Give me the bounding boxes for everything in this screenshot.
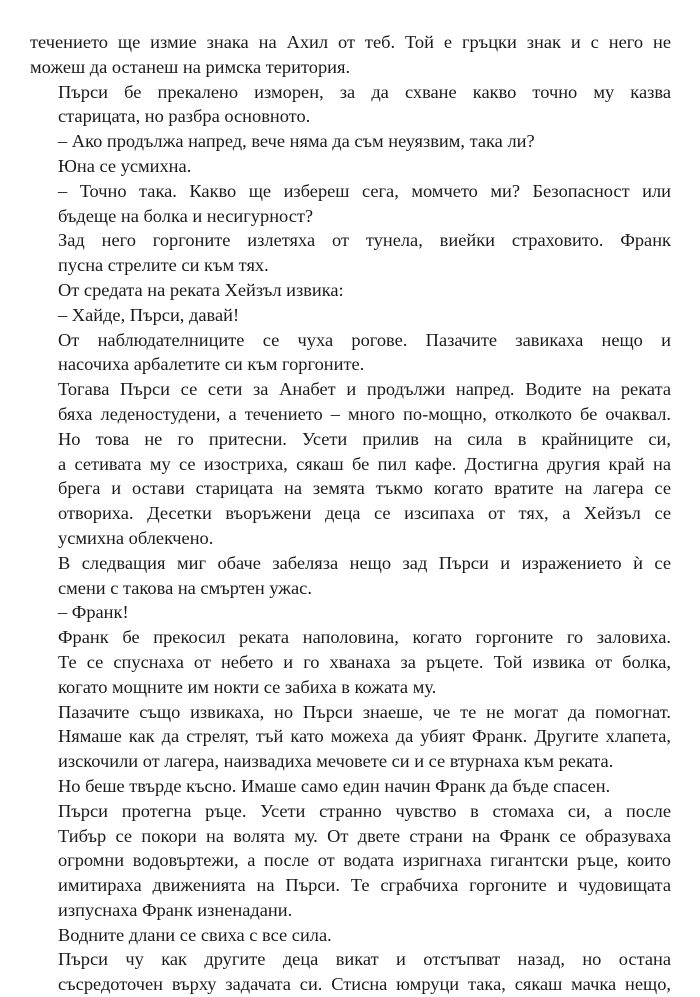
text-line: усмихна облекчено. [58,527,214,548]
text-line: смени с такова на смъртен ужас. [58,577,312,598]
paragraph [30,30,671,80]
text-line: В следващия миг обаче забеляза нещо зад Пърси и изражението ѝ се [58,552,671,573]
paragraph [30,328,671,378]
text-line: Но това не го притесни. Усети прилив на сила в крайниците си, [58,428,671,449]
text-line: Франк бе прекосил реката наполовина, когато горгоните го заловиха. [58,627,671,648]
text-line: имитираха движенията на Пърси. Те сграбчиха горгоните и чудовищата [58,875,671,896]
paragraph [30,179,671,229]
text-line: Пазачите също извикаха, но Пърси знаеше, че те не могат да помогнат. [58,701,671,722]
text-line: течението ще измие знака на Ахил от теб. Той е гръцки знак и с него не [30,32,671,52]
text-line: можеш да останеш на римска територия. [30,56,351,77]
text-line: старицата, но разбра основното. [58,106,311,127]
text-line: Пърси бе прекалено изморен, за да схване какво точно му казва [58,81,671,102]
page-body [30,30,671,997]
text-line: изпуснаха Франк изненадани. [58,899,293,920]
text-line: – Хайде, Пърси, давай! [58,304,240,325]
paragraph [30,228,671,278]
text-line: Пърси чу как другите деца викат и отстъпват назад, но остана [58,949,671,970]
text-line: когато мощните им нокти се забиха в кожата му. [58,676,437,697]
text-line: бъдеще на болка и несигурност? [58,205,314,226]
paragraph [30,129,671,154]
text-line: брега и остави старицата на земята тъкмо когато вратите на лагера се [58,478,671,499]
paragraph [30,80,671,130]
text-line: Но беше твърде късно. Имаше само един начин Франк да бъде спасен. [58,775,611,796]
text-line: огромни водовъртежи, а после от водата изригнаха гигантски ръце, които [58,850,671,871]
paragraph [30,600,671,625]
text-line: Тогава Пърси се сети за Анабет и продължи напред. Водите на реката [58,379,671,400]
text-line: Зад него горгоните излетяха от тунела, виейки страховито. Франк [58,230,671,251]
text-line: От средата на реката Хейзъл извика: [58,279,344,300]
text-line: Пърси протегна ръце. Усети странно чувство в стомаха си, а после [58,800,671,821]
text-line: Нямаше как да стрелят, тъй като можеха да убият Франк. Другите хлапета, [58,726,671,747]
text-line: насочиха арбалетите си към горгоните. [58,354,365,375]
text-line: Водните длани се свиха с все сила. [58,924,332,945]
text-line: Те се спуснаха от небето и го хванаха за ръцете. Той извика от болка, [58,651,671,672]
paragraph [30,278,671,303]
text-line: пусна стрелите си към тях. [58,255,269,276]
text-line: бяха леденостудени, а течението – много по-мощно, отколкото бе очаквал. [58,403,671,424]
paragraph [30,551,671,601]
paragraph [30,377,671,551]
paragraph [30,154,671,179]
paragraph [30,923,671,948]
paragraph [30,799,671,923]
text-line: съсредоточен върху задачата си. Стисна юмруци така, сякаш мачка нещо, [58,974,671,995]
text-line: – Ако продължа напред, вече няма да съм неуязвим, така ли? [58,131,535,152]
text-line: – Франк! [58,602,129,623]
text-line: Тибър се покори на волята му. От двете страни на Франк се образуваха [58,825,671,846]
text-line: изскочили от лагера, наизвадиха мечовете си и се втурнаха към реката. [58,751,614,772]
paragraph [30,303,671,328]
paragraph [30,625,671,699]
text-line: – Точно така. Какво ще избереш сега, момчето ми? Безопасност или [58,180,671,201]
text-line: От наблюдателниците се чуха рогове. Пазачите завикаха нещо и [58,329,671,350]
text-line: а сетивата му се изостриха, сякаш бе пил кафе. Достигна другия край на [58,453,671,474]
paragraph [30,774,671,799]
text-line: отвориха. Десетки въоръжени деца се изсипаха от тях, а Хейзъл се [58,503,671,524]
paragraph [30,700,671,774]
text-line: Юна се усмихна. [58,155,192,176]
